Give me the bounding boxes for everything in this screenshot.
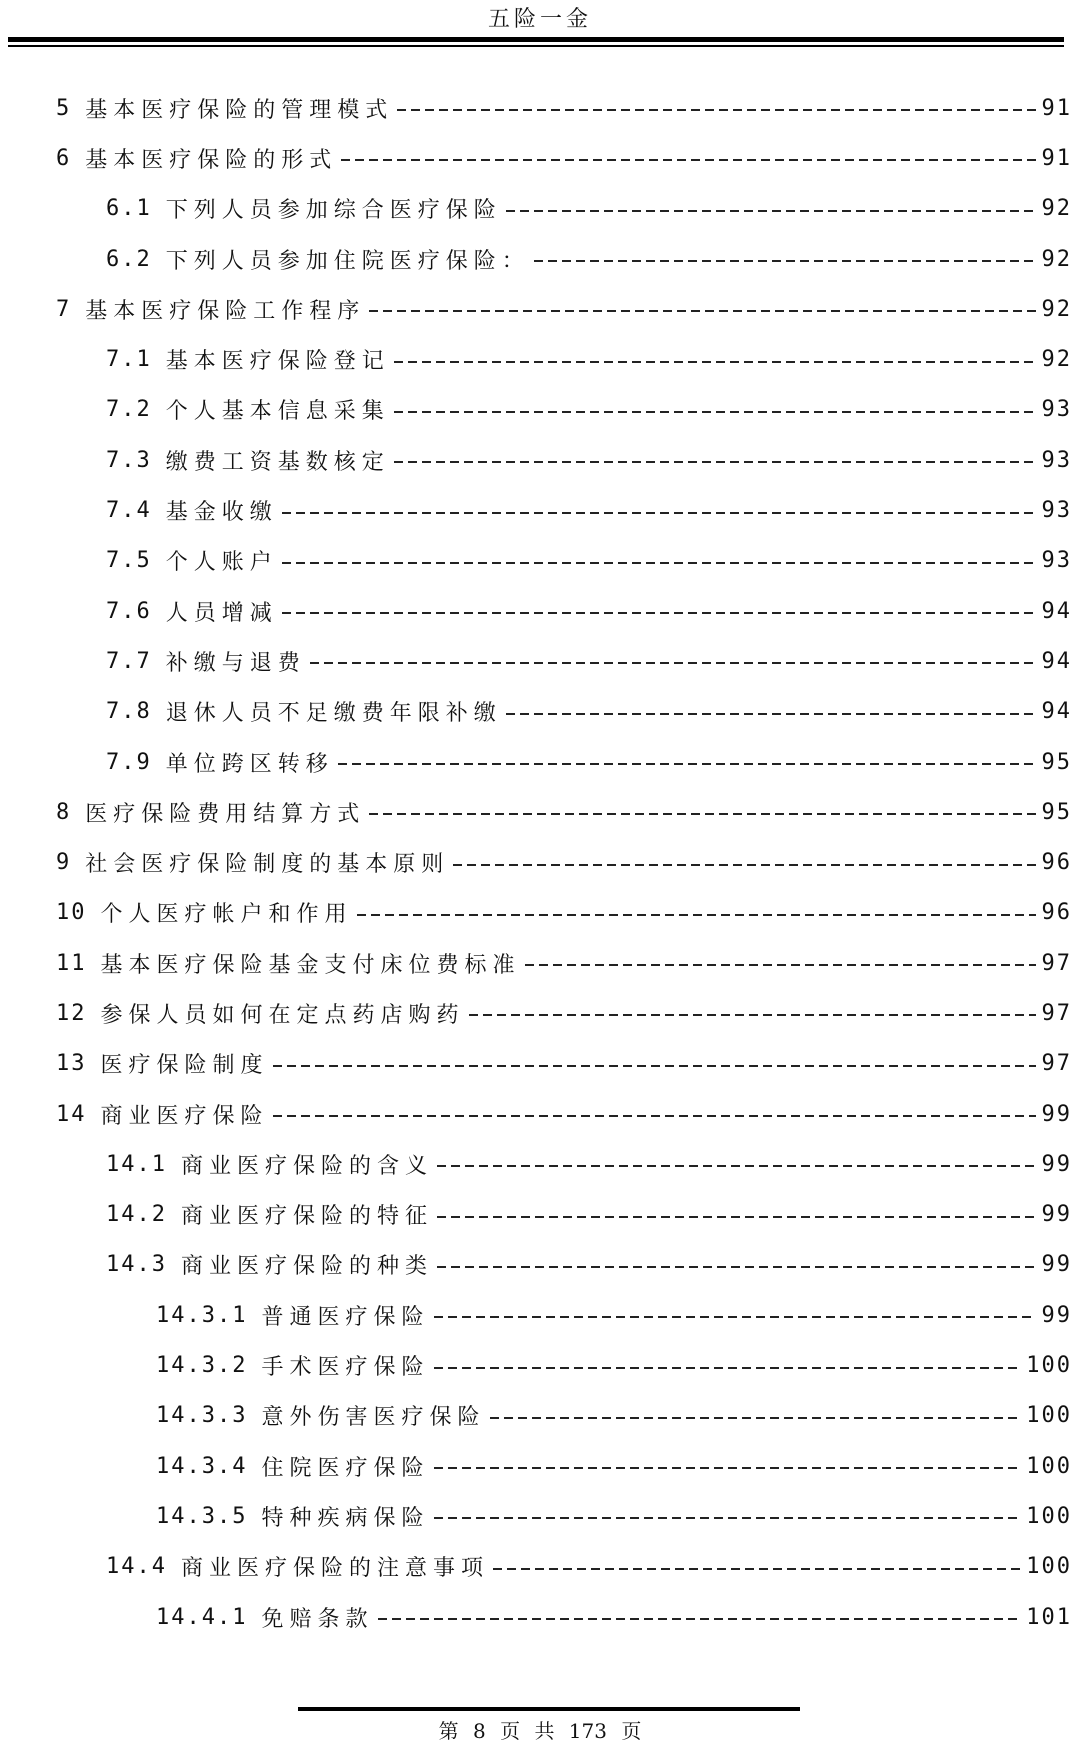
toc-entry-title: 商业医疗保险的含义	[180, 1153, 433, 1179]
toc-dot-leader	[338, 763, 1036, 765]
toc-entry[interactable]	[0, 1592, 1080, 1642]
page-header-title: 五险一金	[487, 7, 592, 32]
toc-entry-page: 99	[1041, 1252, 1072, 1278]
toc-entry-title: 医疗保险制度	[100, 1053, 269, 1079]
toc-dot-leader	[434, 1467, 1021, 1469]
toc-entry-page: 100	[1026, 1453, 1072, 1479]
toc-dot-leader	[434, 1316, 1036, 1318]
toc-entry[interactable]	[0, 184, 1080, 234]
toc-entry-title: 商业医疗保险的种类	[180, 1254, 433, 1280]
toc-dot-leader	[469, 1014, 1036, 1016]
toc-entry[interactable]	[0, 1290, 1080, 1340]
toc-entry-page: 96	[1041, 900, 1072, 926]
toc-entry-page: 99	[1041, 1151, 1072, 1177]
toc-entry[interactable]	[0, 888, 1080, 938]
toc-entry-title: 下列人员参加综合医疗保险	[165, 198, 502, 224]
toc-entry-title: 商业医疗保险的特征	[180, 1204, 433, 1230]
toc-entry-title: 基本医疗保险登记	[165, 349, 390, 375]
toc-entry-title: 个人基本信息采集	[165, 399, 390, 425]
toc-entry-number: 14	[56, 1101, 87, 1127]
toc-entry-page: 93	[1041, 548, 1072, 574]
toc-entry-page: 100	[1026, 1554, 1072, 1580]
toc-entry-page: 91	[1041, 145, 1072, 171]
toc-dot-leader	[310, 662, 1036, 664]
toc-dot-leader	[369, 310, 1035, 312]
toc-entry-page: 93	[1041, 447, 1072, 473]
toc-dot-leader	[453, 864, 1035, 866]
toc-entry[interactable]	[0, 1441, 1080, 1491]
toc-dot-leader	[434, 1367, 1021, 1369]
toc-entry-number: 7.4	[106, 498, 152, 524]
toc-entry-page: 99	[1041, 1302, 1072, 1328]
toc-entry-number: 14.2	[106, 1202, 167, 1228]
toc-dot-leader	[282, 562, 1036, 564]
toc-entry-page: 94	[1041, 699, 1072, 725]
toc-dot-leader	[282, 512, 1036, 514]
toc-dot-leader	[493, 1568, 1020, 1570]
toc-entry[interactable]	[0, 234, 1080, 284]
toc-entry-number: 14.4.1	[156, 1604, 248, 1630]
toc-entry-title: 意外伤害医疗保险	[261, 1405, 486, 1431]
toc-entry-number: 7.6	[106, 598, 152, 624]
toc-entry-page: 93	[1041, 498, 1072, 524]
toc-entry-page: 97	[1041, 950, 1072, 976]
toc-entry-page: 93	[1041, 397, 1072, 423]
toc-entry-number: 7.7	[106, 648, 152, 674]
toc-dot-leader	[357, 914, 1036, 916]
toc-entry[interactable]	[0, 284, 1080, 334]
toc-entry-title: 基本医疗保险基金支付床位费标准	[100, 952, 521, 978]
toc-dot-leader	[434, 1517, 1021, 1519]
toc-entry-title: 基金收缴	[165, 500, 278, 526]
toc-entry-page: 100	[1026, 1403, 1072, 1429]
toc-dot-leader	[506, 210, 1036, 212]
toc-entry[interactable]	[0, 636, 1080, 686]
toc-dot-leader	[394, 411, 1036, 413]
toc-entry-title: 社会医疗保险制度的基本原则	[85, 852, 450, 878]
toc-entry-number: 7.3	[106, 447, 152, 473]
toc-dot-leader	[341, 159, 1035, 161]
toc-dot-leader	[282, 612, 1036, 614]
page-number-footer: 第 8 页 共 173 页	[438, 1719, 642, 1743]
toc-entry-number: 8	[56, 799, 72, 825]
toc-entry-number: 6.1	[106, 196, 152, 222]
toc-dot-leader	[437, 1266, 1036, 1268]
toc-entry-title: 医疗保险费用结算方式	[85, 801, 366, 827]
toc-entry[interactable]	[0, 485, 1080, 535]
footer-rule	[298, 1707, 800, 1711]
toc-entry-page: 92	[1041, 196, 1072, 222]
toc-entry[interactable]	[0, 737, 1080, 787]
toc-entry-page: 100	[1026, 1503, 1072, 1529]
toc-entry[interactable]	[0, 133, 1080, 183]
toc-dot-leader	[490, 1417, 1021, 1419]
toc-entry-title: 基本医疗保险的管理模式	[85, 97, 394, 123]
toc-entry[interactable]	[0, 1491, 1080, 1541]
toc-entry-page: 92	[1041, 246, 1072, 272]
toc-entry-title: 补缴与退费	[165, 650, 306, 676]
toc-dot-leader	[394, 461, 1036, 463]
toc-entry-number: 9	[56, 850, 72, 876]
toc-entry-number: 10	[56, 900, 87, 926]
toc-entry-title: 个人医疗帐户和作用	[100, 902, 353, 928]
toc-entry[interactable]	[0, 536, 1080, 586]
toc-entry[interactable]	[0, 1039, 1080, 1089]
toc-entry-page: 92	[1041, 347, 1072, 373]
toc-dot-leader	[397, 109, 1035, 111]
toc-entry[interactable]	[0, 1190, 1080, 1240]
toc-entry-number: 14.3.3	[156, 1403, 248, 1429]
toc-entry-number: 7.1	[106, 347, 152, 373]
toc-entry[interactable]	[0, 1542, 1080, 1592]
toc-entry-title: 手术医疗保险	[261, 1355, 430, 1381]
toc-entry-number: 6	[56, 145, 72, 171]
table-of-contents	[0, 83, 1080, 1642]
toc-entry[interactable]	[0, 687, 1080, 737]
toc-entry-page: 99	[1041, 1202, 1072, 1228]
toc-entry-title: 商业医疗保险的注意事项	[180, 1556, 489, 1582]
toc-entry-number: 14.3.4	[156, 1453, 248, 1479]
toc-entry-page: 100	[1026, 1353, 1072, 1379]
toc-dot-leader	[437, 1165, 1036, 1167]
toc-dot-leader	[394, 361, 1036, 363]
toc-entry-number: 7.9	[106, 749, 152, 775]
toc-entry-number: 14.3.5	[156, 1503, 248, 1529]
toc-entry-number: 14.3.1	[156, 1302, 248, 1328]
toc-entry-page: 97	[1041, 1051, 1072, 1077]
toc-entry-number: 14.3	[106, 1252, 167, 1278]
toc-entry-title: 个人账户	[165, 550, 278, 576]
toc-entry-number: 14.3.2	[156, 1353, 248, 1379]
toc-entry[interactable]	[0, 83, 1080, 133]
toc-entry[interactable]	[0, 837, 1080, 887]
toc-entry-title: 退休人员不足缴费年限补缴	[165, 701, 502, 727]
toc-entry-title: 基本医疗保险的形式	[85, 147, 338, 173]
toc-entry[interactable]	[0, 1139, 1080, 1189]
toc-entry-page: 95	[1041, 799, 1072, 825]
toc-entry-number: 14.4	[106, 1554, 167, 1580]
toc-entry-title: 商业医疗保险	[100, 1103, 269, 1129]
toc-dot-leader	[378, 1618, 1021, 1620]
toc-entry-title: 普通医疗保险	[261, 1304, 430, 1330]
toc-entry-page: 96	[1041, 850, 1072, 876]
toc-entry-page: 95	[1041, 749, 1072, 775]
toc-dot-leader	[525, 964, 1036, 966]
toc-entry[interactable]	[0, 435, 1080, 485]
toc-dot-leader	[369, 813, 1035, 815]
toc-entry-title: 缴费工资基数核定	[165, 449, 390, 475]
toc-entry[interactable]	[0, 988, 1080, 1038]
toc-entry-number: 11	[56, 950, 87, 976]
toc-entry-number: 12	[56, 1000, 87, 1026]
toc-entry-title: 基本医疗保险工作程序	[85, 298, 366, 324]
toc-entry-title: 特种疾病保险	[261, 1505, 430, 1531]
toc-entry[interactable]	[0, 1089, 1080, 1139]
toc-entry-page: 94	[1041, 648, 1072, 674]
toc-entry-number: 7.5	[106, 548, 152, 574]
toc-entry[interactable]	[0, 1340, 1080, 1390]
toc-entry[interactable]	[0, 938, 1080, 988]
toc-entry[interactable]	[0, 385, 1080, 435]
toc-entry-number: 7.8	[106, 699, 152, 725]
toc-entry-title: 免赔条款	[261, 1606, 374, 1632]
header-rule	[8, 37, 1064, 42]
toc-entry[interactable]	[0, 586, 1080, 636]
toc-entry-number: 5	[56, 95, 72, 121]
toc-entry-page: 101	[1026, 1604, 1072, 1630]
header-rule-thin	[8, 45, 1064, 47]
toc-dot-leader	[534, 260, 1036, 262]
toc-dot-leader	[273, 1065, 1036, 1067]
toc-dot-leader	[273, 1115, 1036, 1117]
toc-entry-title: 人员增减	[165, 600, 278, 626]
toc-entry-number: 7	[56, 296, 72, 322]
toc-entry-title: 住院医疗保险	[261, 1455, 430, 1481]
toc-entry-number: 6.2	[106, 246, 152, 272]
toc-entry-page: 92	[1041, 296, 1072, 322]
toc-entry-number: 13	[56, 1051, 87, 1077]
toc-entry[interactable]	[0, 1391, 1080, 1441]
toc-entry-title: 参保人员如何在定点药店购药	[100, 1002, 465, 1028]
toc-entry-page: 97	[1041, 1000, 1072, 1026]
toc-entry[interactable]	[0, 1240, 1080, 1290]
toc-entry-page: 99	[1041, 1101, 1072, 1127]
toc-entry[interactable]	[0, 787, 1080, 837]
toc-entry[interactable]	[0, 334, 1080, 384]
toc-entry-title: 下列人员参加住院医疗保险：	[165, 248, 530, 274]
toc-entry-page: 91	[1041, 95, 1072, 121]
toc-dot-leader	[506, 713, 1036, 715]
toc-entry-number: 14.1	[106, 1151, 167, 1177]
toc-entry-title: 单位跨区转移	[165, 751, 334, 777]
toc-entry-number: 7.2	[106, 397, 152, 423]
toc-dot-leader	[437, 1216, 1036, 1218]
toc-entry-page: 94	[1041, 598, 1072, 624]
